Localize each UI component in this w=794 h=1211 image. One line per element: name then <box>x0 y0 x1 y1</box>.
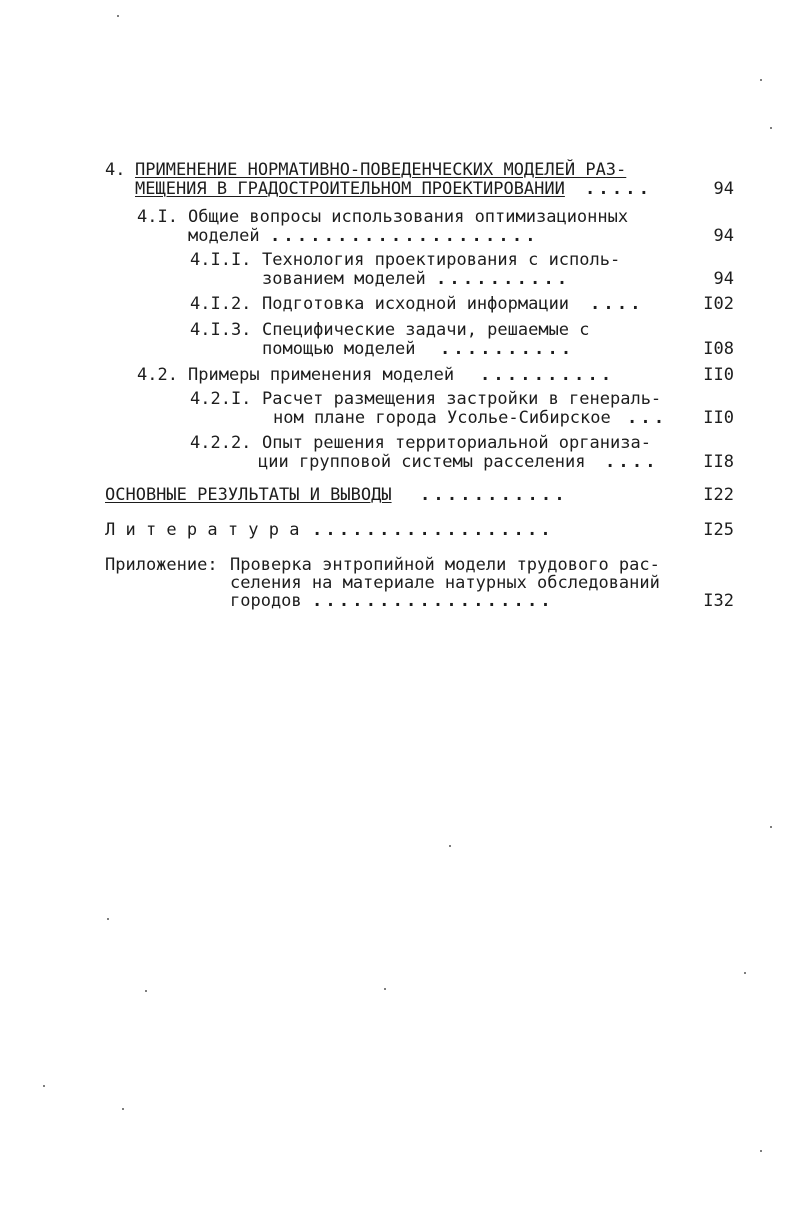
page-number: 94 <box>713 179 734 199</box>
entry-title-cont: ном плане города Усолье-Сибирское <box>273 408 611 428</box>
toc-entry-4-1-1-cont <box>0 269 794 289</box>
entry-title: ОСНОВНЫЕ РЕЗУЛЬТАТЫ И ВЫВОДЫ <box>105 485 392 505</box>
entry-title-cont: селения на материале натурных обследований <box>230 573 660 593</box>
entry-number: 4.2.I. <box>190 389 252 409</box>
entry-title-cont: моделей <box>188 226 260 246</box>
leader-dots: .................. <box>312 591 554 611</box>
entry-number: 4.I. <box>137 207 178 227</box>
page-number: II0 <box>703 408 734 428</box>
toc-entry-4-1-3 <box>0 320 794 340</box>
scan-speck <box>107 918 109 920</box>
entry-number: 4.2. <box>137 365 178 385</box>
toc-entry-4-1-1 <box>0 250 794 270</box>
scan-speck <box>449 845 451 847</box>
entry-title-cont: МЕЩЕНИЯ В ГРАДОСТРОИТЕЛЬНОМ ПРОЕКТИРОВАНИИ <box>135 179 565 199</box>
scan-speck <box>744 972 746 974</box>
toc-entry-literature <box>0 520 794 540</box>
leader-dots: ..... <box>585 179 653 199</box>
toc-entry-appendix-cont-2 <box>0 591 794 611</box>
page-number: I02 <box>703 294 734 314</box>
entry-title: Общие вопросы использования оптимизационных <box>188 207 629 227</box>
scan-speck <box>770 127 772 129</box>
toc-entry-4-1-2 <box>0 294 794 314</box>
entry-title-cont: ции групповой системы расселения <box>258 452 586 472</box>
scan-speck <box>760 79 762 81</box>
toc-entry-4-1-3-cont <box>0 339 794 359</box>
entry-title: Проверка энтропийной модели трудового рас- <box>230 555 660 575</box>
leader-dots: .... <box>590 294 644 314</box>
toc-entry-results <box>0 485 794 505</box>
page-number: I32 <box>703 591 734 611</box>
entry-title: Расчет размещения застройки в генераль- <box>262 389 662 409</box>
scan-speck <box>43 1085 45 1087</box>
entry-number: 4.I.3. <box>190 320 252 340</box>
page-number: II8 <box>703 452 734 472</box>
scan-speck <box>117 15 119 17</box>
toc-entry-4-1-cont <box>0 226 794 246</box>
toc-entry-chapter-4 <box>0 160 794 180</box>
scan-speck <box>122 1108 124 1110</box>
leader-dots: .......... <box>440 339 575 359</box>
entry-title-cont: городов <box>230 591 302 611</box>
entry-title: Подготовка исходной информации <box>262 294 570 314</box>
page-number: I08 <box>703 339 734 359</box>
toc-entry-4-2-1 <box>0 389 794 409</box>
page-number: I25 <box>703 520 734 540</box>
toc-entry-4-2-1-cont <box>0 408 794 428</box>
page-number: I22 <box>703 485 734 505</box>
toc-entry-4-2-2-cont <box>0 452 794 472</box>
appendix-label: Приложение: <box>105 555 218 575</box>
scan-speck <box>384 988 386 990</box>
leader-dots: .... <box>605 452 659 472</box>
toc-entry-4-2-2 <box>0 433 794 453</box>
leader-dots: ........... <box>420 485 568 505</box>
entry-title: Специфические задачи, решаемые с <box>262 320 590 340</box>
entry-number: 4.I.I. <box>190 250 252 270</box>
entry-number: 4.2.2. <box>190 433 252 453</box>
leader-dots: .......... <box>480 365 615 385</box>
scan-speck <box>760 1150 762 1152</box>
entry-title-cont: помощью моделей <box>262 339 416 359</box>
entry-title: ПРИМЕНЕНИЕ НОРМАТИВНО-ПОВЕДЕНЧЕСКИХ МОДЕЛЕЙ РАЗ- <box>135 160 627 180</box>
leader-dots: .................. <box>312 520 554 540</box>
entry-title: Л и т е р а т у р а <box>105 520 300 540</box>
toc-entry-4-2 <box>0 365 794 385</box>
toc-entry-4-1 <box>0 207 794 227</box>
toc-entry-appendix <box>0 555 794 575</box>
toc-entry-appendix-cont <box>0 573 794 593</box>
page-number: 94 <box>713 226 734 246</box>
page-number: 94 <box>713 269 734 289</box>
leader-dots: .......... <box>436 269 571 289</box>
page-number: II0 <box>703 365 734 385</box>
entry-title-cont: зованием моделей <box>262 269 426 289</box>
toc-entry-chapter-4-cont <box>0 179 794 199</box>
entry-number: 4. <box>105 160 126 180</box>
scan-speck <box>770 826 772 828</box>
scan-speck <box>145 990 147 992</box>
entry-title: Опыт решения территориальной организа- <box>262 433 651 453</box>
entry-title: Технология проектирования с исполь- <box>262 250 621 270</box>
entry-number: 4.I.2. <box>190 294 252 314</box>
entry-title: Примеры применения моделей <box>188 365 455 385</box>
leader-dots: .................... <box>270 226 539 246</box>
leader-dots: ... <box>627 408 668 428</box>
